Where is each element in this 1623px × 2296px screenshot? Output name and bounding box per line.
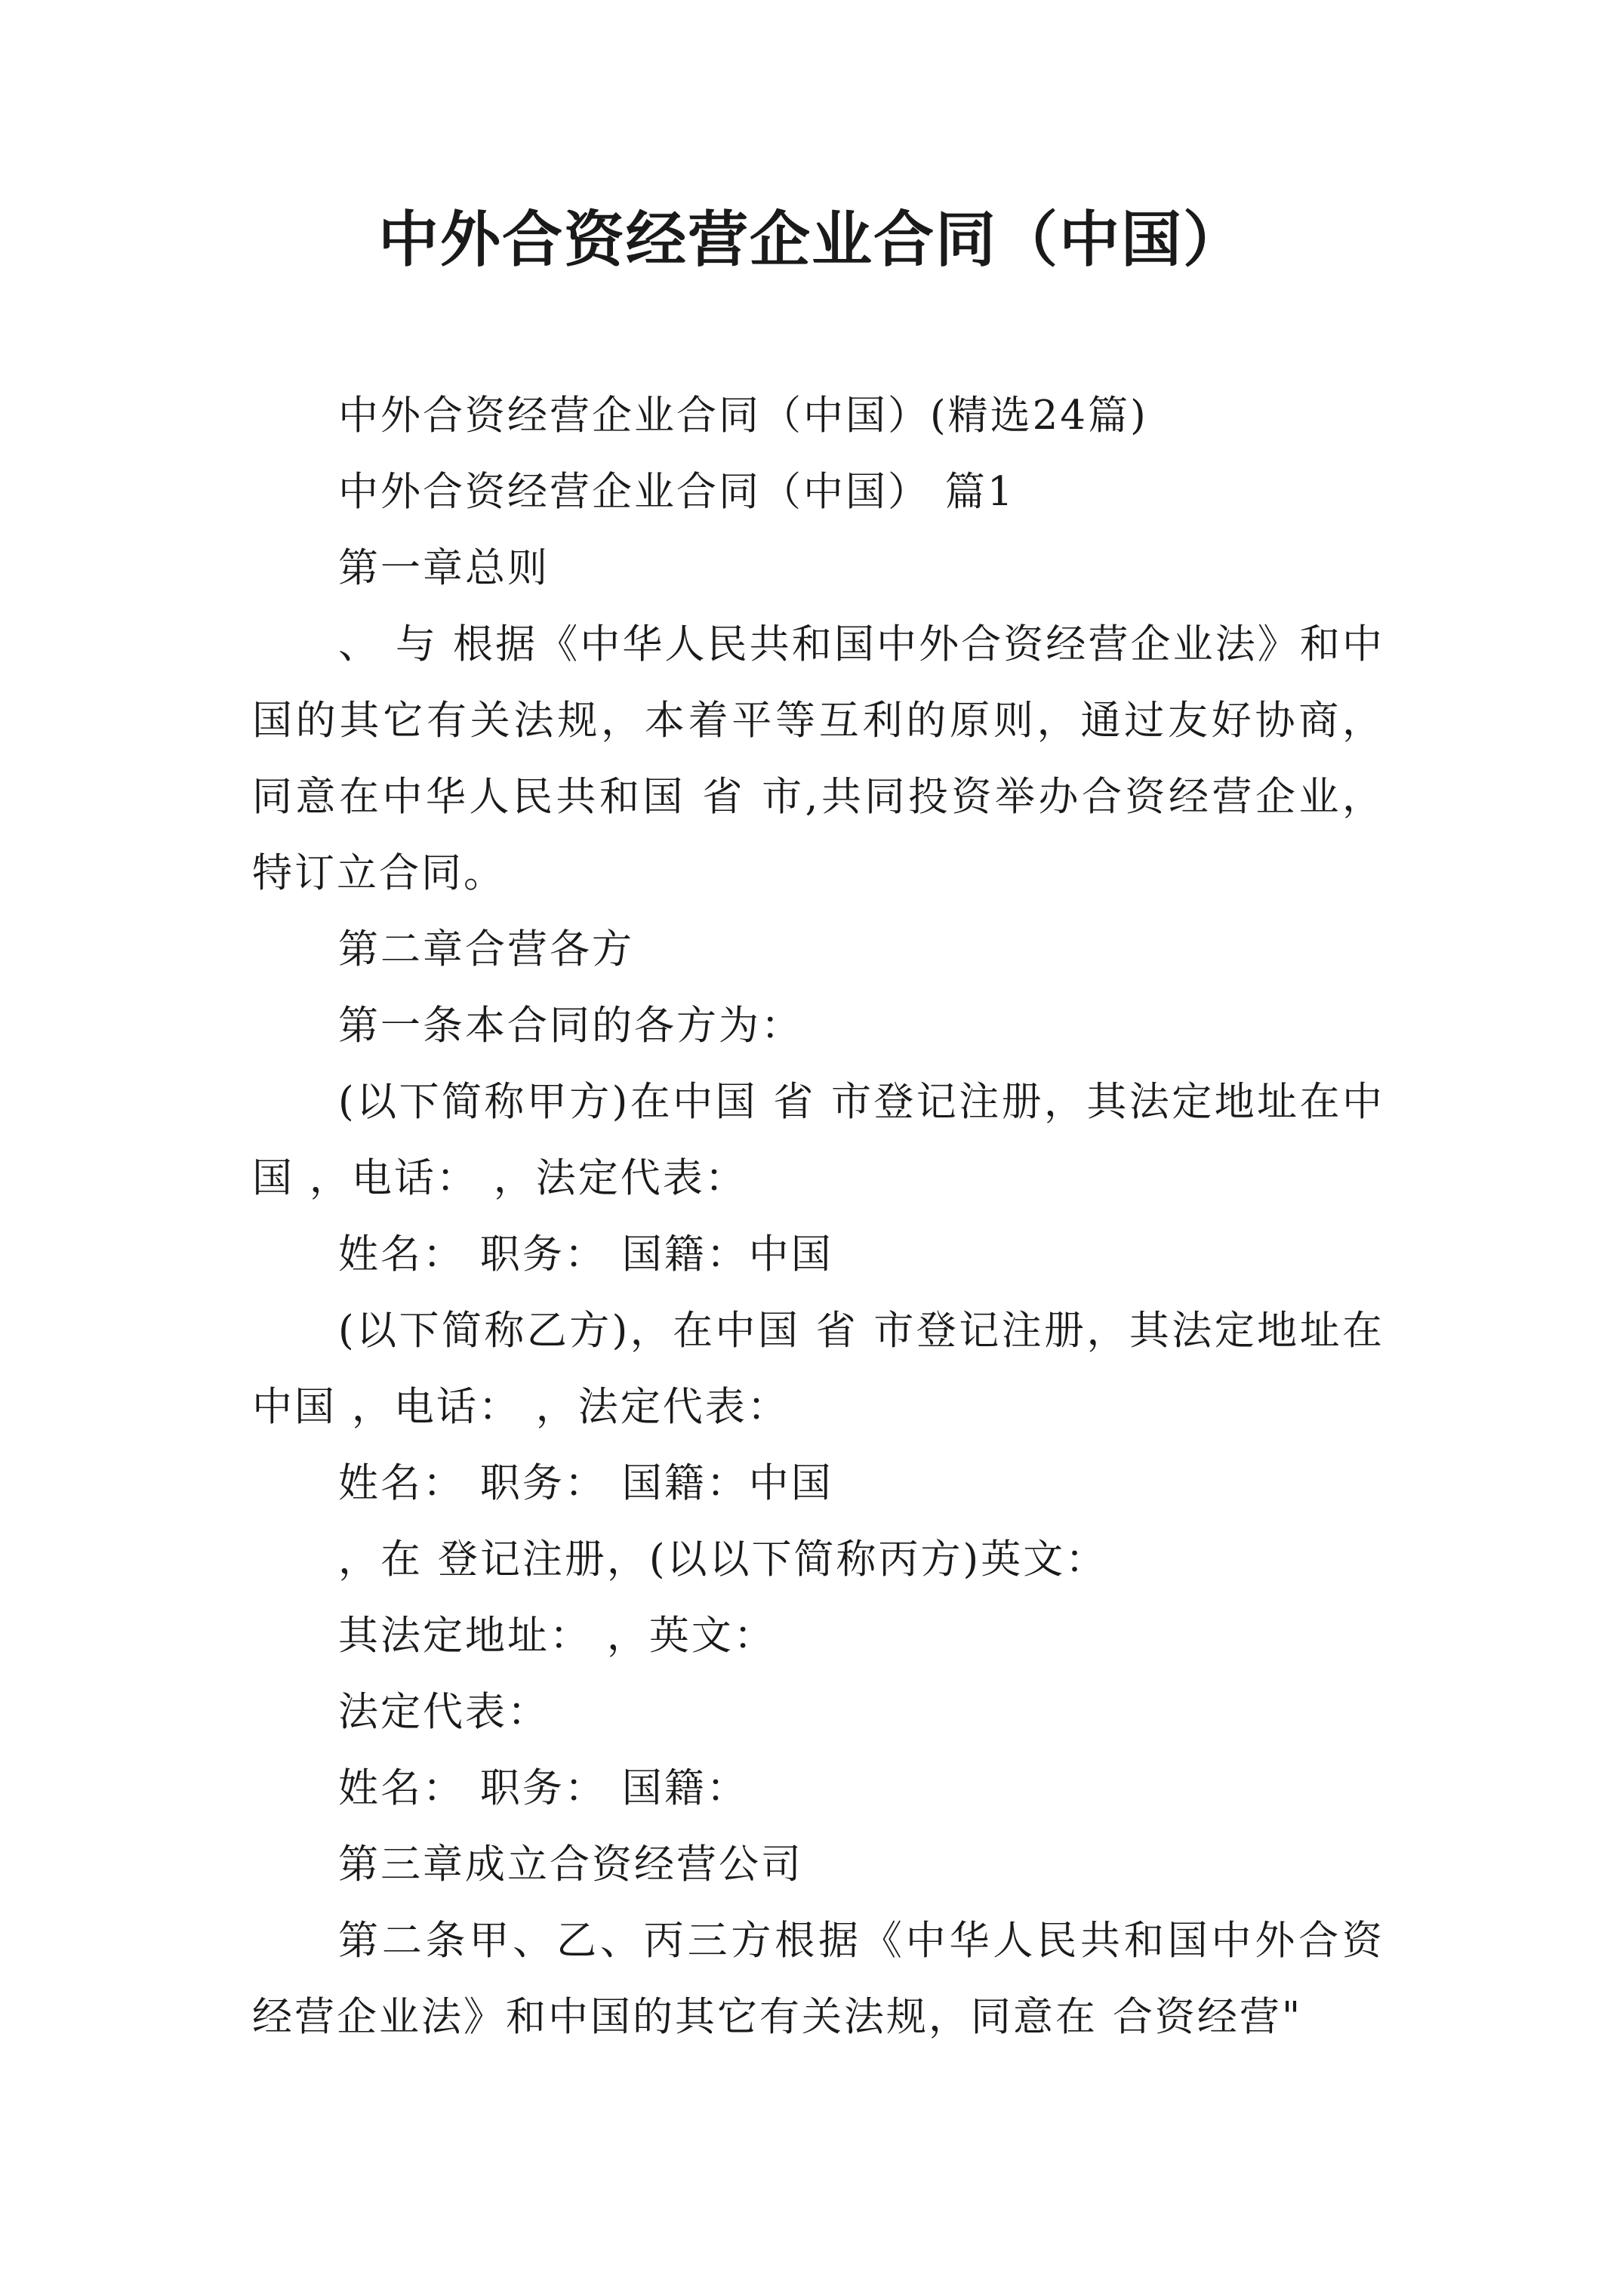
party-b-paragraph: (以下简称乙方)，在中国 省 市登记注册，其法定地址在中国 ，电话： ，法定代表：	[252, 1308, 1384, 1430]
body-paragraph: 、 与 根据《中华人民共和国中外合资经营企业法》和中国的其它有关法规，本着平等互利的原则，通过友好协商，同意在中华人民共和国 省 市,共同投资举办合资经营企业，特订立合同。	[252, 621, 1384, 896]
chapter-heading: 第一章总则	[338, 545, 550, 591]
party-c-legal-rep: 法定代表：	[338, 1689, 550, 1735]
article-paragraph: 第二条甲、乙、丙三方根据《中华人民共和国中外合资经营企业法》和中国的其它有关法规，同意在 合资经营"	[252, 1918, 1384, 2040]
document-title: 中外合资经营企业合同（中国）	[378, 204, 1245, 275]
subtitle-paragraph: 中外合资经营企业合同（中国）(精选24篇)	[338, 393, 1148, 439]
section-heading: 中外合资经营企业合同（中国） 篇1	[338, 469, 1015, 515]
chapter-heading: 第二章合营各方	[338, 926, 634, 972]
document-body	[252, 378, 1384, 2055]
party-b-representative: 姓名： 职务： 国籍：中国	[338, 1460, 833, 1506]
party-a-representative: 姓名： 职务： 国籍：中国	[338, 1231, 833, 1277]
party-c-address: 其法定地址： ，英文：	[338, 1613, 776, 1659]
article-paragraph: 第一条本合同的各方为：	[338, 1003, 803, 1049]
party-a-paragraph: (以下简称甲方)在中国 省 市登记注册，其法定地址在中国 ，电话： ，法定代表：	[252, 1079, 1384, 1201]
party-c-representative: 姓名： 职务： 国籍：	[338, 1765, 749, 1811]
chapter-heading: 第三章成立合资经营公司	[338, 1841, 803, 1888]
party-c-paragraph: ，在 登记注册，(以以下简称丙方)英文：	[338, 1536, 1108, 1583]
